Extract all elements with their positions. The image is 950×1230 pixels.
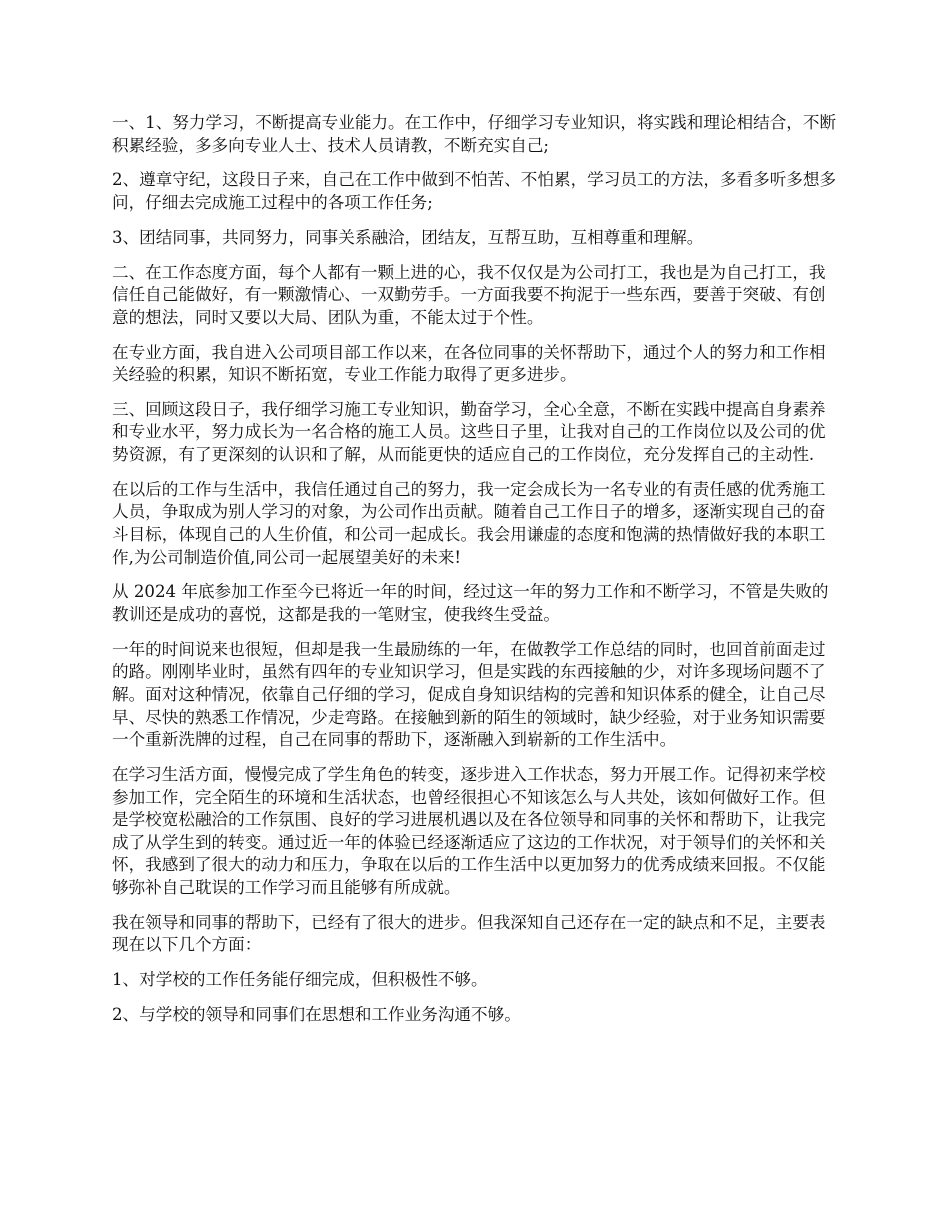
paragraph-1: 一、1、努力学习，不断提高专业能力。在工作中，仔细学习专业知识，将实践和理论相结合，不断积累经验，多多向专业人士、技术人员请教，不断充实自己; bbox=[112, 113, 837, 155]
paragraph-3: 3、团结同事，共同努力，同事关系融洽，团结友，互帮互助，互相尊重和理解。 bbox=[112, 227, 704, 247]
paragraph-10: 在学习生活方面，慢慢完成了学生角色的转变，逐步进入工作状态，努力开展工作。记得初来学校参加工作，完全陌生的环境和生活状态，也曾经很担心不知该怎么与人共处，该如何做好工作。但是学校宽松融洽的工作氛围、良好的学习进展机遇以及在各位领导和同事的关怀和帮助下，让我完成了从学生到的转变。通过近一年的体验已经逐渐适应了这边的工作状况，对于领导们的关怀和关怀，我感到了很大的动力和压力，争取在以后的工作生活中以更加努力的优秀成绩来回报。不仅能够弥补自己耽误的工作学习而且能够有所成就。 bbox=[112, 764, 826, 897]
paragraph-8: 从 2024 年底参加工作至今已将近一年的时间，经过这一年的努力工作和不断学习，不管是失败的教训还是成功的喜悦，这都是我的一笔财宝，使我终生受益。 bbox=[112, 582, 829, 624]
document-body bbox=[112, 112, 840, 1039]
paragraph-6: 三、回顾这段日子，我仔细学习施工专业知识，勤奋学习，全心全意，不断在实践中提高自身素养和专业水平，努力成长为一名合格的施工人员。这些日子里，让我对自己的工作岗位以及公司的优势资源，有了更深刻的认识和了解，从而能更快的适应自己的工作岗位，充分发挥自己的主动性. bbox=[112, 399, 826, 465]
paragraph-12: 1、对学校的工作任务能仔细完成，但积极性不够。 bbox=[112, 970, 488, 990]
paragraph-5: 在专业方面，我自进入公司项目部工作以来，在各位同事的关怀帮助下，通过个人的努力和工作相关经验的积累，知识不断拓宽，专业工作能力取得了更多进步。 bbox=[112, 342, 826, 385]
paragraph-13: 2、与学校的领导和同事们在思想和工作业务沟通不够。 bbox=[112, 1004, 521, 1024]
paragraph-4: 二、在工作态度方面，每个人都有一颗上进的心，我不仅仅是为公司打工，我也是为自己打工，我信任自己能做好，有一颗激情心、一双勤劳手。一方面我要不拘泥于一些东西，要善于突破、有创意的想法，同时又要以大局、团队为重，不能太过于个性。 bbox=[112, 262, 826, 327]
paragraph-9: 一年的时间说来也很短，但却是我一生最励练的一年，在做教学工作总结的同时，也回首前面走过的路。刚刚毕业时，虽然有四年的专业知识学习，但是实践的东西接触的少，对许多现场问题不了解。面对这种情况，依靠自己仔细的学习，促成自身知识结构的完善和知识体系的健全，让自己尽早、尽快的熟悉工作情况，少走弯路。在接触到新的陌生的领域时，缺少经验，对于业务知识需要一个重新洗牌的过程，自己在同事的帮助下，逐渐融入到崭新的工作生活中。 bbox=[112, 639, 826, 750]
paragraph-2: 2、遵章守纪，这段日子来，自己在工作中做到不怕苦、不怕累，学习员工的方法，多看多听多想多问，仔细去完成施工过程中的各项工作任务; bbox=[112, 170, 837, 212]
paragraph-7: 在以后的工作与生活中，我信任通过自己的努力，我一定会成长为一名专业的有责任感的优秀施工人员，争取成为别人学习的对象，为公司作出贡献。随着自己工作日子的增多，逐渐实现自己的奋斗目标，体现自己的人生价值，和公司一起成长。我会用谦虚的态度和饱满的热情做好我的本职工作,为公司制造价值,同公司一起展望美好的未来! bbox=[112, 479, 826, 567]
paragraph-11: 我在领导和同事的帮助下，已经有了很大的进步。但我深知自己还存在一定的缺点和不足，主要表现在以下几个方面： bbox=[112, 912, 826, 955]
